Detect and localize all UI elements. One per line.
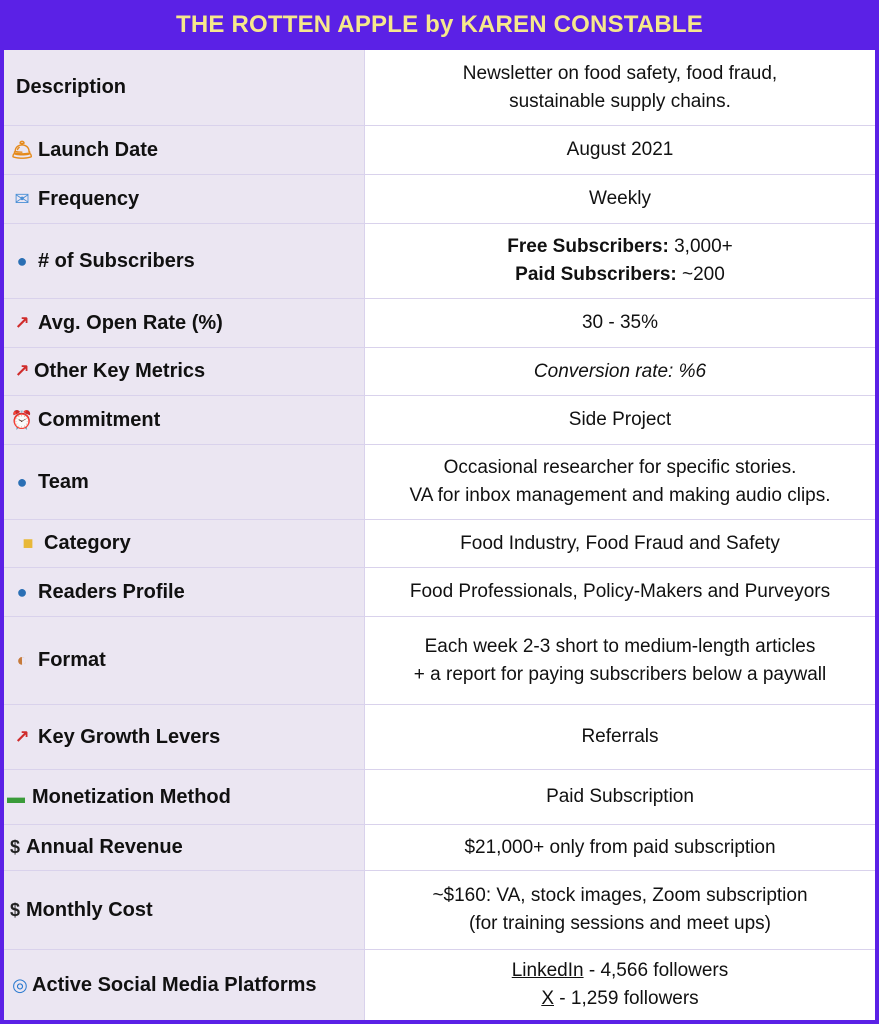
chart-up-icon: ↗ [14,312,30,333]
row-value-cell [365,617,875,704]
row-label: Other Key Metrics [34,360,206,382]
value-line: $21,000+ only from paid subscription [464,836,776,858]
table-row-commitment [4,396,875,445]
row-value-cell [365,224,875,298]
value-line [541,985,698,1013]
row-label: Launch Date [38,138,159,161]
value-line: sustainable supply chains. [509,90,731,112]
dollar-icon: $ [9,899,20,920]
users-icon: ● [16,471,28,492]
row-value-cell [365,396,875,444]
value-line [512,957,729,985]
value-line: Occasional researcher for specific stories. [443,457,797,478]
table-row-launch-date [4,126,875,175]
value-line: ~$160: VA, stock images, Zoom subscription [432,885,808,906]
row-label-cell [4,568,365,616]
value-line [515,261,725,289]
envelope-download-icon: ✉ [14,188,30,209]
linkedin-followers: - 4,566 followers [583,960,729,981]
table-row-annual-revenue [4,825,875,871]
row-value-cell [365,175,875,223]
value-line: Side Project [568,409,672,430]
value-line [507,233,733,261]
row-label-cell [4,126,365,174]
palette-icon: ◐ [16,650,28,670]
table-row-social-media [4,950,875,1020]
row-label-cell [4,299,365,347]
table-row-description [4,50,875,126]
linkedin-link[interactable]: LinkedIn [511,960,584,981]
table-row-readers-profile [4,568,875,617]
table-row-subscribers [4,224,875,299]
value-line: Paid Subscription [546,786,694,807]
value-line: VA for inbox management and making audio clips. [409,485,831,506]
user-icon: ● [16,581,28,602]
value-line: Food Professionals, Policy-Makers and Purveyors [409,581,831,602]
row-label: Avg. Open Rate (%) [38,311,223,334]
money-wings-icon: ▬ [7,786,25,807]
row-label: Active Social Media Platforms [32,973,317,996]
row-label: Annual Revenue [26,836,183,858]
row-value-cell [365,825,875,870]
row-label-cell [4,705,365,769]
row-label-cell [4,770,365,824]
table-row-frequency [4,175,875,224]
row-value-cell [365,126,875,174]
row-label-cell [4,825,365,870]
free-subscribers-value: 3,000+ [668,236,733,257]
row-label-cell [4,175,365,223]
value-line: Conversion rate: %6 [533,360,707,382]
table-row-open-rate [4,299,875,348]
value-line: Each week 2-3 short to medium-length articles [424,635,816,657]
table-row-monthly-cost [4,871,875,950]
row-label-cell [4,871,365,949]
row-label: Frequency [38,187,140,210]
row-value-cell [365,348,875,395]
x-link[interactable]: X [541,988,554,1009]
table-row-growth-levers [4,705,875,770]
row-label-cell [4,50,365,125]
value-line: + a report for paying subscribers below a paywall [413,663,827,685]
alarm-clock-icon: ⏰ [10,409,34,430]
chart-up-icon: ↗ [14,361,30,381]
value-line: Weekly [589,188,651,209]
row-label-cell [4,348,365,395]
value-line: (for training sessions and meet ups) [468,913,772,934]
table-row-category [4,520,875,568]
row-label-cell [4,617,365,704]
free-subscribers-label: Free Subscribers: [507,236,669,257]
value-line: 30 - 35% [581,312,659,333]
globe-icon: ◎ [12,974,28,995]
bell-icon: 🛎 [10,139,34,160]
row-label-cell [4,445,365,519]
row-value-cell [365,445,875,519]
row-label-cell [4,224,365,298]
info-table [4,50,875,1020]
page-title: THE ROTTEN APPLE by KAREN CONSTABLE [175,11,704,38]
x-followers: - 1,259 followers [554,988,699,1009]
user-icon: ● [16,250,28,271]
value-line: August 2021 [566,139,674,160]
row-label: Category [44,532,131,554]
row-value-cell [365,299,875,347]
value-line: Referrals [581,726,659,747]
row-value-cell [365,568,875,616]
row-label: Description [16,76,127,98]
row-value-cell [365,520,875,567]
row-label: Monthly Cost [26,898,153,921]
row-label-cell [4,520,365,567]
table-row-format [4,617,875,705]
row-label: # of Subscribers [38,249,195,272]
table-row-other-metrics [4,348,875,396]
row-value-cell [365,950,875,1020]
row-label-cell [4,396,365,444]
table-row-team [4,445,875,520]
row-label: Key Growth Levers [38,725,221,748]
value-line: Newsletter on food safety, food fraud, [462,62,778,84]
row-value-cell [365,770,875,824]
paid-subscribers-value: ~200 [676,264,725,285]
row-value-cell [365,871,875,949]
chart-up-icon: ↗ [14,726,30,747]
row-value-cell [365,50,875,125]
row-label: Commitment [38,408,161,431]
row-value-cell [365,705,875,769]
row-label: Monetization Method [32,785,231,808]
folder-icon: ■ [22,533,34,553]
dollar-icon: $ [9,837,20,857]
paid-subscribers-label: Paid Subscribers: [515,264,677,285]
table-row-monetization [4,770,875,825]
row-label: Team [38,470,89,493]
row-label: Format [38,649,106,671]
row-label-cell [4,950,365,1020]
row-label: Readers Profile [38,580,185,603]
value-line: Food Industry, Food Fraud and Safety [460,532,780,554]
